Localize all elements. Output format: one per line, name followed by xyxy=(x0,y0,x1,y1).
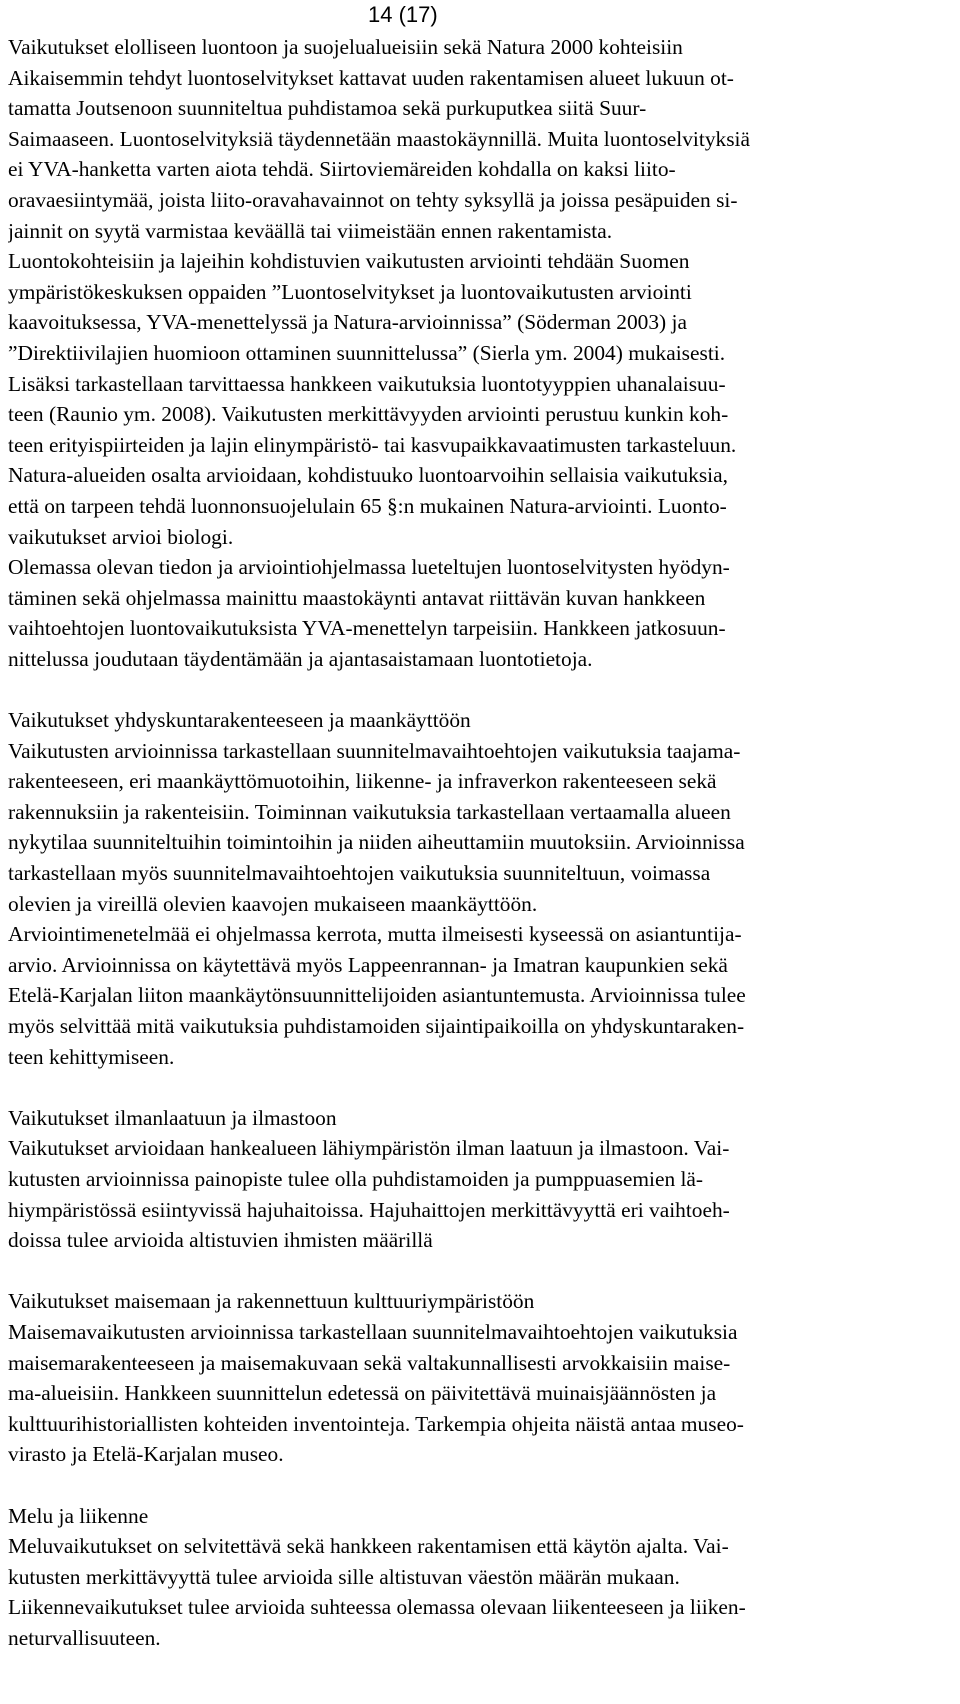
paragraph-gap xyxy=(8,1470,954,1501)
text-line: Luontokohteisiin ja lajeihin kohdistuvien vaikutusten arviointi tehdään Suomen xyxy=(8,249,690,274)
text-line: Vaikutukset arvioidaan hankealueen lähiympäristön ilman laatuun ja ilmastoon. Vai- xyxy=(8,1136,730,1161)
text-line: ma-alueisiin. Hankkeen suunnittelun edetessä on päivitettävä muinaisjäännösten ja xyxy=(8,1381,717,1406)
text-line: täminen sekä ohjelmassa mainittu maastokäynti antavat riittävän kuvan hankkeen xyxy=(8,585,706,610)
text-line: Vaikutukset elolliseen luontoon ja suojelualueisiin sekä Natura 2000 kohteisiin xyxy=(8,35,683,59)
text-line: myös selvittää mitä vaikutuksia puhdistamoiden sijaintipaikoilla on yhdyskuntaraken- xyxy=(8,1014,745,1038)
text-line: nykytilaa suunniteltuihin toimintoihin ja niiden aiheuttamiin muutoksiin. Arvioinnissa xyxy=(8,830,745,855)
text-line: että on tarpeen tehdä luonnonsuojelulain 65 §:n mukainen Natura-arviointi. Luonto- xyxy=(8,493,727,518)
paragraph-gap xyxy=(8,674,954,705)
text-line: ”Direktiivilajien huomioon ottaminen suunnittelussa” (Sierla ym. 2004) mukaisesti. xyxy=(8,340,726,365)
text-line: nittelussa joudutaan täydentämään ja ajantasaistamaan luontotietoja. xyxy=(8,646,593,671)
text-line: Etelä-Karjalan liiton maankäytönsuunnittelijoiden asiantuntemusta. Arvioinnissa tulee xyxy=(8,983,746,1008)
text-line: Liikennevaikutukset tulee arvioida suhteessa olemassa olevaan liikenteeseen ja liiken- xyxy=(8,1595,746,1620)
text-line: virasto ja Etelä-Karjalan museo. xyxy=(8,1442,284,1467)
text-line: teen kehittymiseen. xyxy=(8,1044,175,1069)
text-line: ympäristökeskuksen oppaiden ”Luontoselvitykset ja luontovaikutusten arviointi xyxy=(8,279,692,304)
text-line: Aikaisemmin tehdyt luontoselvitykset kattavat uuden rakentamisen alueet lukuun ot- xyxy=(8,65,734,90)
text-line: vaihtoehtojen luontovaikutuksista YVA-menettelyn tarpeisiin. Hankkeen jatkosuun- xyxy=(8,616,726,641)
text-line: kutusten merkittävyyttä tulee arvioida sille altistuvan väestön määrän mukaan. xyxy=(8,1564,680,1589)
text-line: Meluvaikutukset on selvitettävä sekä hankkeen rakentamisen että käytön ajalta. Vai- xyxy=(8,1534,729,1559)
text-line: ei YVA-hanketta varten aiota tehdä. Siirtoviemäreiden kohdalla on kaksi liito- xyxy=(8,157,676,182)
text-line: Natura-alueiden osalta arvioidaan, kohdistuuko luontoarvoihin sellaisia vaikutuksia, xyxy=(8,463,728,488)
text-line: Arviointimenetelmää ei ohjelmassa kerrota, mutta ilmeisesti kyseessä on asiantuntija- xyxy=(8,922,742,947)
text-line: teen (Raunio ym. 2008). Vaikutusten merkittävyyden arviointi perustuu kunkin koh- xyxy=(8,402,729,427)
text-line: doissa tulee arvioida altistuvien ihmisten määrillä xyxy=(8,1228,433,1253)
text-line: oravaesiintymää, joista liito-oravahavainnot on tehty syksyllä ja joissa pesäpuiden si- xyxy=(8,187,738,212)
text-line: kaavoituksessa, YVA-menettelyssä ja Natura-arvioinnissa” (Söderman 2003) ja xyxy=(8,310,687,335)
text-line: Vaikutukset ilmanlaatuun ja ilmastoon xyxy=(8,1105,337,1130)
text-line: tamatta Joutsenoon suunniteltua puhdistamoa sekä purkuputkea siitä Suur- xyxy=(8,96,647,121)
document-body xyxy=(8,32,954,1653)
text-line: jainnit on syytä varmistaa keväällä tai viimeistään ennen rakentamista. xyxy=(8,218,613,243)
text-line: kulttuurihistoriallisten kohteiden inventointeja. Tarkempia ohjeita näistä antaa museo- xyxy=(8,1411,744,1436)
text-line: Lisäksi tarkastellaan tarvittaessa hankkeen vaikutuksia luontotyyppien uhanalaisuu- xyxy=(8,371,726,396)
text-line: Melu ja liikenne xyxy=(8,1503,149,1528)
text-line: rakennuksiin ja rakenteisiin. Toiminnan vaikutuksia tarkastellaan vertaamalla alueen xyxy=(8,799,731,824)
paragraph-gap xyxy=(8,1256,954,1287)
text-line: teen erityispiirteiden ja lajin elinympäristö- tai kasvupaikkavaatimusten tarkasteluun. xyxy=(8,432,737,457)
text-line: Vaikutukset maisemaan ja rakennettuun kulttuuriympäristöön xyxy=(8,1289,535,1314)
text-line: maisemarakenteeseen ja maisemakuvaan sekä valtakunnallisesti arvokkaisiin maise- xyxy=(8,1350,731,1375)
text-line: vaikutukset arvioi biologi. xyxy=(8,524,234,549)
text-line: Saimaaseen. Luontoselvityksiä täydennetään maastokäynnillä. Muita luontoselvityksiä xyxy=(8,126,750,151)
text-line: tarkastellaan myös suunnitelmavaihtoehtojen vaikutuksia suunniteltuun, voimassa xyxy=(8,861,711,886)
text-line: Vaikutukset yhdyskuntarakenteeseen ja maankäyttöön xyxy=(8,708,471,733)
text-line: hiympäristössä esiintyvissä hajuhaitoissa. Hajuhaittojen merkittävyyttä eri vaihtoeh- xyxy=(8,1197,730,1222)
paragraph-gap xyxy=(8,1072,954,1103)
text-line: olevien ja vireillä olevien kaavojen mukaiseen maankäyttöön. xyxy=(8,891,538,916)
text-line: arvio. Arvioinnissa on käytettävä myös Lappeenrannan- ja Imatran kaupunkien sekä xyxy=(8,952,728,977)
text-line: Olemassa olevan tiedon ja arviointiohjelmassa lueteltujen luontoselvitysten hyödyn- xyxy=(8,555,730,580)
text-line: Maisemavaikutusten arvioinnissa tarkastellaan suunnitelmavaihtoehtojen vaikutuksia xyxy=(8,1319,738,1344)
text-line: kutusten arvioinnissa painopiste tulee olla puhdistamoiden ja pumppuasemien lä- xyxy=(8,1166,704,1191)
text-line: neturvallisuuteen. xyxy=(8,1625,161,1650)
text-line: rakenteeseen, eri maankäyttömuotoihin, liikenne- ja infraverkon rakenteeseen sekä xyxy=(8,769,717,794)
text-line: Vaikutusten arvioinnissa tarkastellaan suunnitelmavaihtoehtojen vaikutuksia taajama- xyxy=(8,738,741,763)
page-number: 14 (17) xyxy=(368,2,438,27)
